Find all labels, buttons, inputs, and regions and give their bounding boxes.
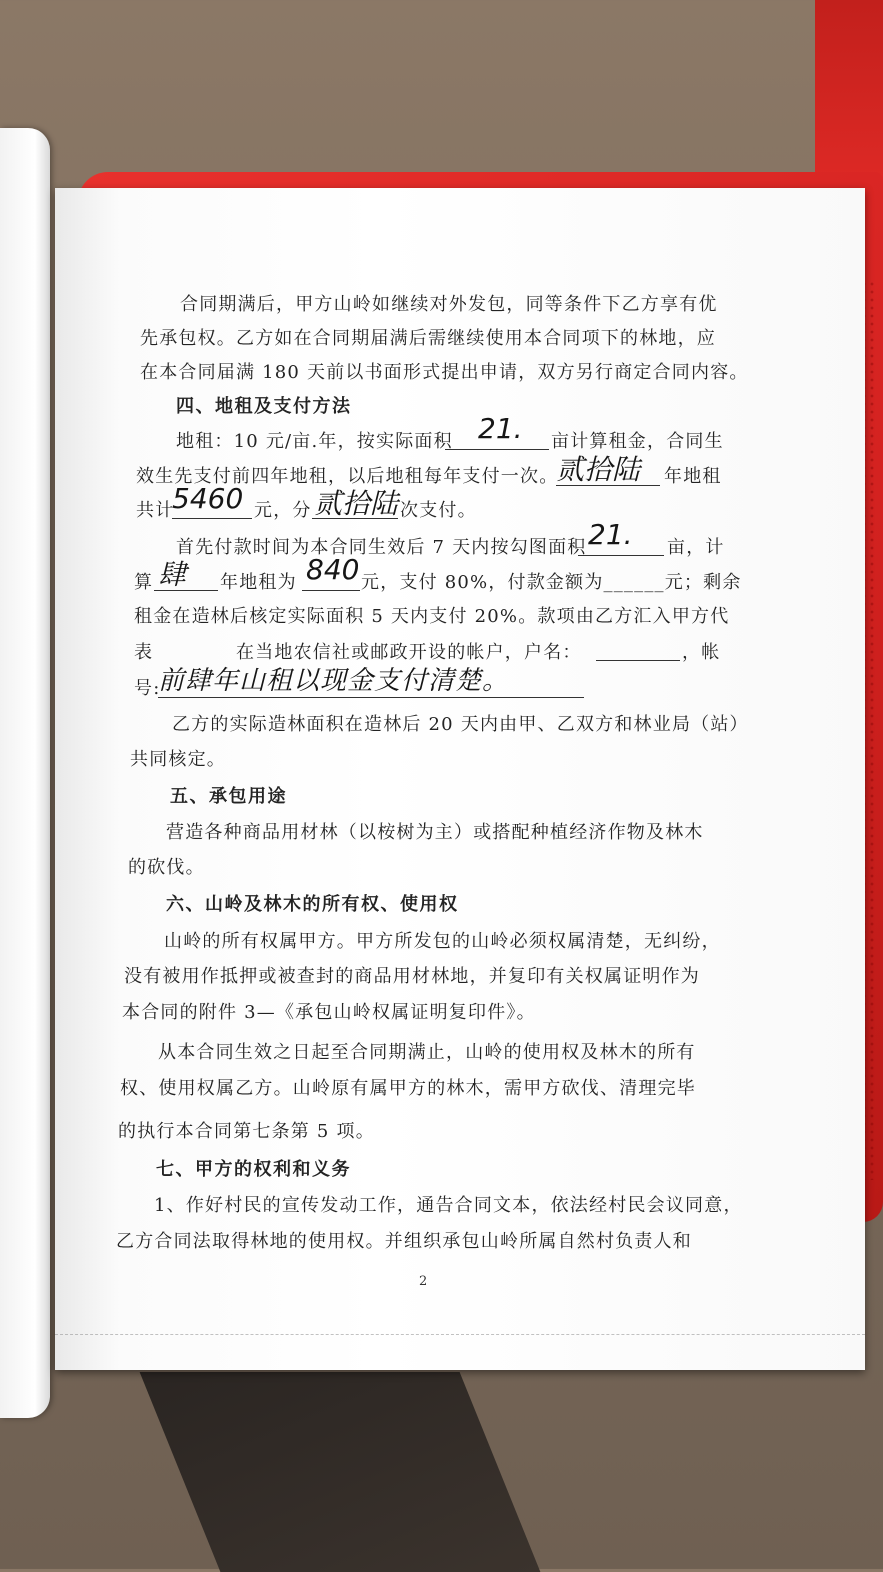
text-line-2: 先承包权。乙方如在合同期届满后需继续使用本合同项下的林地，应 — [140, 328, 716, 349]
total-label: 共计 — [136, 500, 175, 521]
hw-rent-2: 840 — [306, 553, 360, 586]
hw-times: 贰拾陆 — [314, 487, 399, 520]
rent-line-b: 亩计算租金，合同生 — [551, 431, 724, 452]
rep-text: 在当地农信社或邮政开设的帐户，户名： — [236, 642, 582, 663]
text-line-use-right-1: 从本合同生效之日起至合同期满止，山岭的使用权及林木的所有 — [158, 1042, 696, 1063]
blank-times — [312, 518, 398, 519]
text-line-own-1: 山岭的所有权属甲方。甲方所发包的山岭必须权属清楚，无纠纷， — [164, 931, 721, 952]
text-line-own-3: 本合同的附件 3—《承包山岭权属证明复印件》。 — [122, 1002, 536, 1023]
first-pay-line: 首先付款时间为本合同生效后 7 天内按勾图面积 — [176, 537, 587, 558]
text-line-verify-2: 共同核定。 — [130, 749, 226, 770]
text-line-rent-remain: 租金在造林后核定实际面积 5 天内支付 20%。款项由乙方汇入甲方代 — [134, 606, 730, 627]
blank-area-1 — [445, 449, 549, 450]
total-unit: 元，分 — [254, 500, 312, 521]
first-pay-unit: 亩，计 — [667, 537, 725, 558]
text-line-7: 效生先支付前四年地租，以后地租每年支付一次。 — [136, 466, 559, 487]
text-line-use-right-2: 权、使用权属乙方。山岭原有属甲方的林木，需甲方砍伐、清理完毕 — [120, 1078, 696, 1099]
blank-account-name — [596, 660, 680, 661]
shadow — [140, 1372, 541, 1572]
section-heading-6: 六、山岭及林木的所有权、使用权 — [166, 894, 459, 915]
hw-total: 5460 — [172, 482, 244, 515]
calc-rest: 元，支付 80%，付款金额为______元；剩余 — [361, 572, 742, 593]
blank-rent-2 — [302, 590, 360, 591]
text-line-use-1: 营造各种商品用材林（以桉树为主）或搭配种植经济作物及林木 — [166, 822, 704, 843]
rep-tail: ，帐 — [682, 642, 721, 663]
section-heading-4: 四、地租及支付方法 — [176, 396, 352, 417]
text-line-duty-2: 乙方合同法取得林地的使用权。并组织承包山岭所属自然村负责人和 — [116, 1231, 692, 1252]
text-line-7b: 年地租 — [664, 466, 722, 487]
text-line-verify: 乙方的实际造林面积在造林后 20 天内由甲、乙双方和林业局（站） — [172, 714, 749, 735]
blank-total — [172, 518, 252, 519]
text-line-1: 合同期满后，甲方山岭如继续对外发包，同等条件下乙方享有优 — [180, 294, 718, 315]
text-line-3: 在本合同届满 180 天前以书面形式提出申请，双方另行商定合同内容。 — [140, 362, 749, 383]
page-number: 2 — [419, 1274, 428, 1289]
blank-years — [556, 485, 660, 486]
left-book-edge — [0, 128, 50, 1418]
page-edge — [55, 1334, 865, 1343]
blank-area-2 — [578, 555, 664, 556]
section-heading-7: 七、甲方的权利和义务 — [156, 1159, 351, 1180]
text-line-use-right-3: 的执行本合同第七条第 5 项。 — [118, 1121, 375, 1142]
red-tray-corner — [815, 0, 883, 200]
section-heading-5: 五、承包用途 — [170, 786, 287, 807]
hw-area-1: 21. — [478, 412, 523, 445]
hw-area-2: 21. — [588, 518, 633, 551]
text-line-use-2: 的砍伐。 — [128, 857, 205, 878]
hw-account-note: 前肆年山租以现金支付清楚。 — [158, 666, 510, 696]
blank-account — [158, 697, 584, 698]
blank-years-2 — [154, 590, 218, 591]
times-unit: 次支付。 — [400, 500, 477, 521]
acct-label: 号: — [134, 678, 161, 699]
text-line-own-2: 没有被用作抵押或被查封的商品用材林地，并复印有关权属证明作为 — [124, 966, 700, 987]
rep-label: 表 — [134, 642, 154, 663]
hw-years: 贰拾陆 — [556, 453, 641, 486]
calc-text: 年地租为 — [220, 572, 297, 593]
text-line-duty-1: 1、作好村民的宣传发动工作，通告合同文本，依法经村民会议同意， — [154, 1195, 743, 1216]
calc-label: 算 — [134, 572, 154, 593]
hw-years-2: 肆 — [158, 558, 187, 591]
rent-line-a: 地租：10 元/亩.年，按实际面积 — [176, 431, 453, 452]
